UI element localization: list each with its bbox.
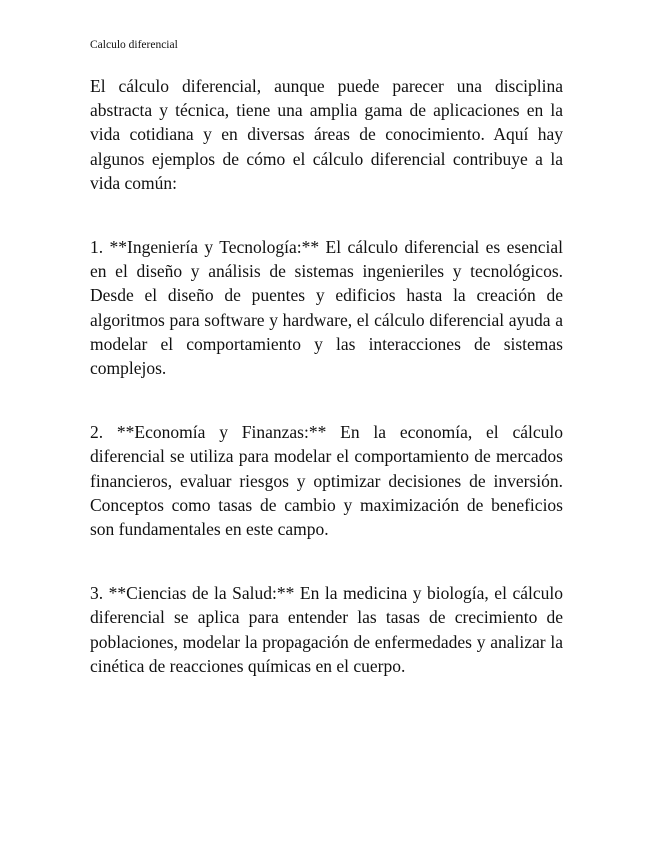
page-header-title: Calculo diferencial — [90, 39, 178, 51]
economics-paragraph: 2. **Economía y Finanzas:** En la economía, el cálculo diferencial se utiliza para modelar el comportamiento de mercados financieros, evaluar riesgos y optimizar decisiones de inversión. Conceptos como tasas de cambio y maximización de beneficios son fundamentales en este campo. — [90, 422, 563, 540]
intro-paragraph: El cálculo diferencial, aunque puede parecer una disciplina abstracta y técnica, tiene una amplia gama de aplicaciones en la vida cotidiana y en diversas áreas de conocimiento. Aquí hay algunos ejemplos de cómo el cálculo diferencial contribuye a la vida común: — [90, 76, 563, 193]
engineering-paragraph: 1. **Ingeniería y Tecnología:** El cálculo diferencial es esencial en el diseño y análisis de sistemas ingenieriles y tecnológicos. Desde el diseño de puentes y edificios hasta la creación de algoritmos para software y hardware, el cálculo diferencial ayuda a modelar el comportamiento y las interacciones de sistemas complejos. — [90, 237, 563, 379]
document-body — [90, 74, 563, 678]
health-sciences-paragraph: 3. **Ciencias de la Salud:** En la medicina y biología, el cálculo diferencial se aplica para entender las tasas de crecimiento de poblaciones, modelar la propagación de enfermedades y analizar la cinética de reacciones químicas en el cuerpo. — [90, 583, 563, 676]
